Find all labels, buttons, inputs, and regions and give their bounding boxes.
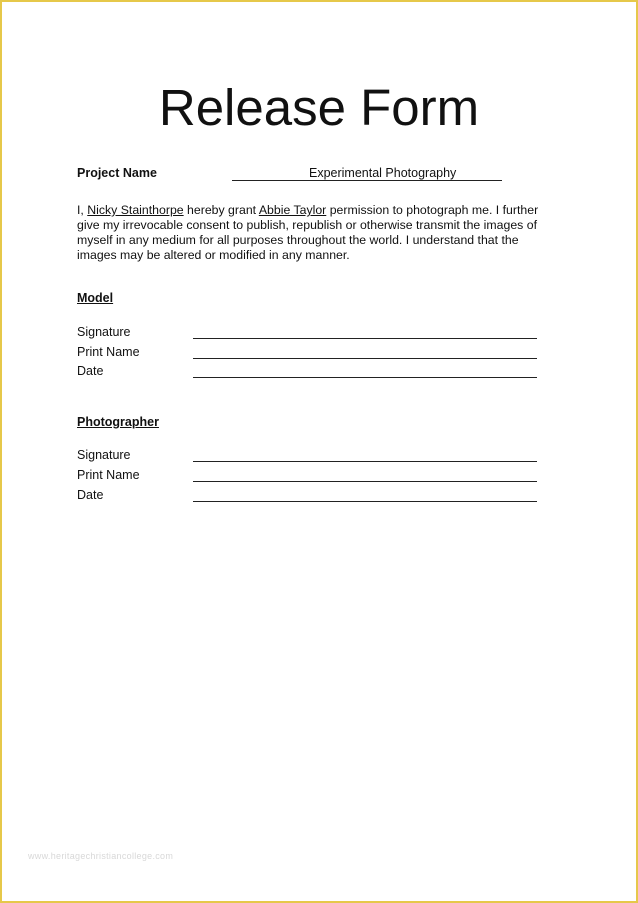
project-name-value: Experimental Photography [232, 166, 502, 181]
model-name: Nicky Stainthorpe [87, 203, 184, 217]
paragraph-text-2: hereby grant [183, 203, 259, 217]
model-signature-row[interactable] [77, 325, 539, 341]
model-print-name-label: Print Name [77, 345, 140, 359]
model-signature-line[interactable] [193, 338, 537, 339]
photographer-name: Abbie Taylor [258, 203, 327, 217]
model-date-row[interactable] [77, 364, 539, 380]
paragraph-text-1: I, [77, 203, 88, 217]
page-title: Release Form [158, 79, 480, 136]
model-date-label: Date [77, 364, 104, 378]
photographer-signature-row[interactable] [77, 448, 539, 464]
photographer-date-row[interactable] [77, 488, 539, 504]
photographer-print-name-line[interactable] [193, 481, 537, 482]
photographer-print-name-label: Print Name [77, 468, 140, 482]
model-signature-label: Signature [77, 325, 131, 339]
model-heading: Model [77, 291, 114, 305]
model-date-line[interactable] [193, 377, 537, 378]
photographer-signature-line[interactable] [193, 461, 537, 462]
photographer-date-label: Date [77, 488, 104, 502]
photographer-date-line[interactable] [193, 501, 537, 502]
photographer-signature-label: Signature [77, 448, 131, 462]
consent-paragraph [77, 203, 557, 263]
photographer-heading: Photographer [77, 415, 159, 429]
paragraph-text-3: permission to photograph me. I further give my irrevocable consent to publish, republish or otherwise transmit the images of myself in any medium for all purposes throughout the world. I understand that the images may be altered or modified in any manner. [77, 203, 539, 262]
model-print-name-row[interactable] [77, 345, 539, 361]
project-name-label: Project Name [77, 166, 157, 180]
model-print-name-line[interactable] [193, 358, 537, 359]
photographer-print-name-row[interactable] [77, 468, 539, 484]
watermark-text: www.heritagechristiancollege.com [28, 851, 174, 861]
